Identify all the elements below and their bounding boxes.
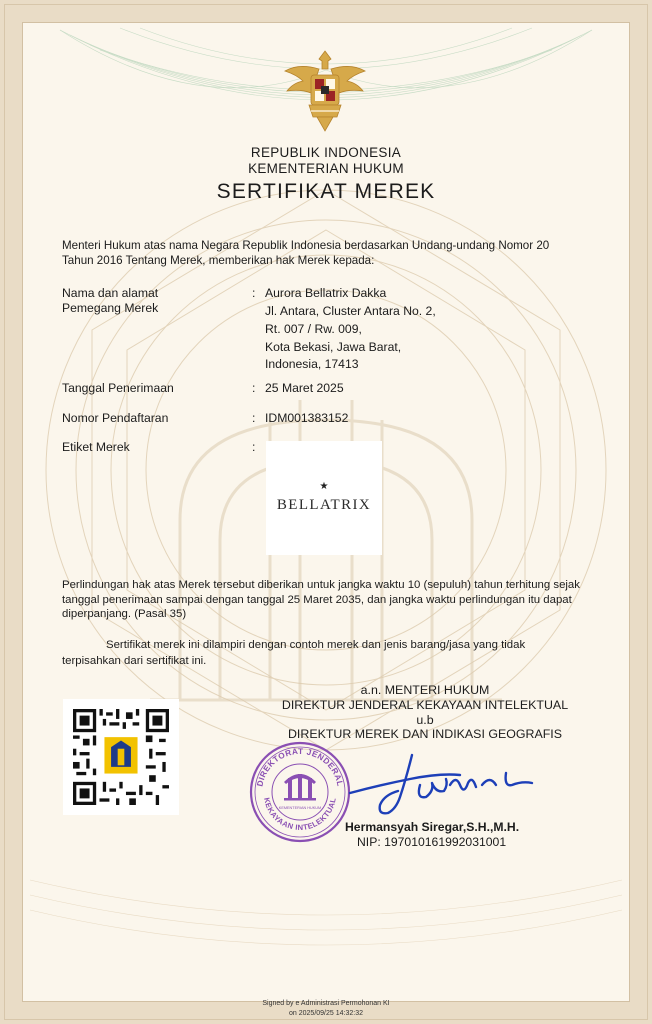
received-date-colon: : <box>252 381 256 395</box>
star-icon: ★ <box>319 481 329 492</box>
signer-nip: NIP: 197010161992031001 <box>357 835 507 849</box>
handwritten-signature <box>340 745 540 825</box>
stamp-top-text: DIREKTORAT JENDERAL <box>255 746 345 788</box>
holder-address-line3: Kota Bekasi, Jawa Barat, <box>265 340 402 354</box>
brand-wordmark: BELLATRIX <box>276 497 372 513</box>
intro-paragraph: Menteri Hukum atas nama Negara Republik Indonesia berdasarkan Undang-undang Nomor 20 Tahun 2016 Tentang Merek, memberikan hak Merek kepada: <box>62 239 550 267</box>
attachment-line2: terpisahkan dari sertifikat ini. <box>62 655 207 667</box>
footer-signed-by: Signed by e Administrasi Permohonan KI <box>262 1000 390 1007</box>
holder-colon: : <box>252 286 256 300</box>
official-stamp <box>248 740 352 844</box>
attachment-paragraph <box>62 637 602 669</box>
attachment-line1: Sertifikat merek ini dilampiri dengan contoh merek dan jenis barang/jasa yang tidak <box>106 639 526 651</box>
holder-label-line1: Nama dan alamat <box>62 286 159 300</box>
received-date-label: Tanggal Penerimaan <box>62 381 174 395</box>
stamp-center-text: KEMENTERIAN HUKUM <box>278 806 322 810</box>
qr-code[interactable] <box>63 699 179 815</box>
protection-paragraph: Perlindungan hak atas Merek tersebut diberikan untuk jangka waktu 10 (sepuluh) tahun terhitung sejak tanggal penerimaan sampai dengan tanggal 25 Maret 2035, dan jangka waktu perlindungan itu dapat diperpanjang. (Pasal 35) <box>62 579 580 620</box>
qr-code-icon <box>73 709 169 805</box>
holder-label-line2: Pemegang Merek <box>62 301 159 315</box>
stamp-bottom-text: KEKAYAAN INTELEKTUAL <box>262 796 338 833</box>
received-date-value: 25 Maret 2025 <box>265 381 344 395</box>
garuda-emblem-icon <box>279 45 371 137</box>
certificate-title: SERTIFIKAT MEREK <box>216 180 436 203</box>
registration-number-value: IDM001383152 <box>265 411 349 425</box>
signature-line-minister: a.n. MENTERI HUKUM <box>360 683 490 697</box>
holder-address-line4: Indonesia, 17413 <box>265 357 359 371</box>
signature-line-director-general: DIREKTUR JENDERAL KEKAYAAN INTELEKTUAL <box>281 698 569 712</box>
ministry-heading: KEMENTERIAN HUKUM <box>248 161 404 176</box>
signer-name: Hermansyah Siregar,S.H.,M.H. <box>345 820 520 834</box>
brand-label-colon: : <box>252 440 256 454</box>
brand-logo-image <box>266 441 382 555</box>
footer-signed-on: on 2025/09/25 14:32:32 <box>289 1010 363 1017</box>
registration-number-colon: : <box>252 411 256 425</box>
ministry-emblem-icon <box>284 774 316 801</box>
signature-line-director: DIREKTUR MEREK DAN INDIKASI GEOGRAFIS <box>287 727 562 741</box>
holder-name: Aurora Bellatrix Dakka <box>265 286 387 300</box>
registration-number-label: Nomor Pendaftaran <box>62 411 169 425</box>
holder-address-line1: Jl. Antara, Cluster Antara No. 2, <box>265 304 436 318</box>
republic-heading: REPUBLIK INDONESIA <box>250 145 402 160</box>
brand-label-label: Etiket Merek <box>62 440 130 454</box>
signature-line-ub: u.b <box>416 713 434 727</box>
holder-address-line2: Rt. 007 / Rw. 009, <box>265 322 362 336</box>
